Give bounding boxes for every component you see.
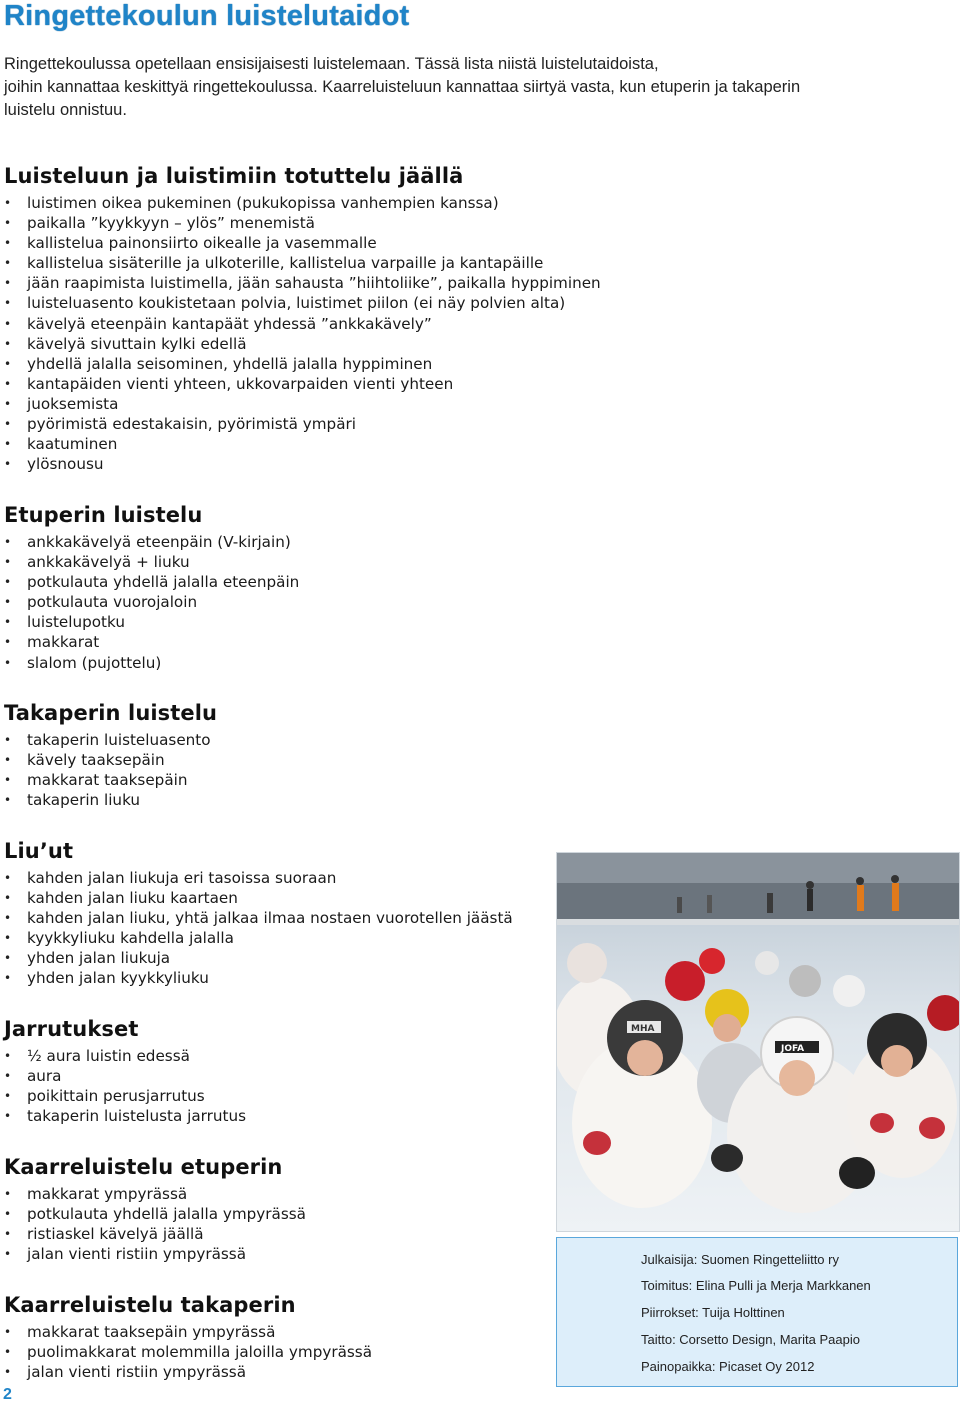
section-heading: Kaarreluistelu etuperin xyxy=(4,1155,283,1179)
skill-list xyxy=(4,532,299,673)
intro-line: Ringettekoulussa opetellaan ensisijaisesti luistelemaan. Tässä lista niistä luistelutaidoista, xyxy=(4,55,659,73)
ice-rink-photo xyxy=(556,852,960,1232)
list-item: • ankkakävelyä + liuku xyxy=(4,552,299,572)
section-etuperin-luistelu xyxy=(4,501,299,673)
list-item: • poikittain perusjarrutus xyxy=(4,1086,246,1106)
list-item: • jalan vienti ristiin ympyrässä xyxy=(4,1244,306,1264)
list-item: • kävelyä eteenpäin kantapäät yhdessä ”ankkakävely” xyxy=(4,314,601,334)
skill-list xyxy=(4,1184,306,1264)
list-item: • yhden jalan kyykkyliuku xyxy=(4,968,513,988)
skill-list xyxy=(4,1322,372,1382)
list-item: • kahden jalan liukuja eri tasoissa suoraan xyxy=(4,868,513,888)
printing-line: Painopaikka: Picaset Oy 2012 xyxy=(641,1359,815,1374)
list-item: • takaperin luistelusta jarrutus xyxy=(4,1106,246,1126)
list-item: • kallistelua sisäterille ja ulkoterille, kallistelua varpaille ja kantapäille xyxy=(4,253,601,273)
list-item: • paikalla ”kyykkyyn – ylös” menemistä xyxy=(4,213,601,233)
intro-line: luistelu onnistuu. xyxy=(4,101,127,119)
list-item: • ylösnousu xyxy=(4,454,601,474)
intro-paragraph xyxy=(4,53,904,122)
section-heading: Kaarreluistelu takaperin xyxy=(4,1293,296,1317)
list-item: • kävelyä sivuttain kylki edellä xyxy=(4,334,601,354)
publisher-line: Julkaisija: Suomen Ringetteliitto ry xyxy=(641,1252,839,1267)
list-item: • aura xyxy=(4,1066,246,1086)
list-item: • jalan vienti ristiin ympyrässä xyxy=(4,1362,372,1382)
list-item: • makkarat taaksepäin xyxy=(4,770,217,790)
list-item: • makkarat taaksepäin ympyrässä xyxy=(4,1322,372,1342)
children-on-ice-illustration xyxy=(557,853,959,1231)
section-heading: Takaperin luistelu xyxy=(4,701,218,725)
illustrations-line: Piirrokset: Tuija Holttinen xyxy=(641,1305,785,1320)
helmet-text-mha: MHA xyxy=(631,1024,655,1034)
list-item: • jään raapimista luistimella, jään sahausta ”hiihtoliike”, paikalla hyppiminen xyxy=(4,273,601,293)
skill-list xyxy=(4,1046,246,1126)
list-item: • ristiaskel kävelyä jäällä xyxy=(4,1224,306,1244)
list-item: • pyörimistä edestakaisin, pyörimistä ympäri xyxy=(4,414,601,434)
list-item: • yhdellä jalalla seisominen, yhdellä jalalla hyppiminen xyxy=(4,354,601,374)
list-item: • luisteluasento koukistetaan polvia, luistimet piilon (ei näy polvien alta) xyxy=(4,293,601,313)
section-heading: Luisteluun ja luistimiin totuttelu jäällä xyxy=(4,164,464,188)
list-item: • kävely taaksepäin xyxy=(4,750,217,770)
page-number: 2 xyxy=(3,1386,12,1403)
editors-line: Toimitus: Elina Pulli ja Merja Markkanen xyxy=(641,1278,871,1293)
list-item: • luistelupotku xyxy=(4,612,299,632)
page-title: Ringettekoulun luistelutaidot xyxy=(4,0,410,32)
list-item: • kahden jalan liuku kaartaen xyxy=(4,888,513,908)
section-kaarreluistelu-takaperin xyxy=(4,1291,372,1382)
list-item: • kallistelua painonsiirto oikealle ja vasemmalle xyxy=(4,233,601,253)
list-item: • potkulauta vuorojaloin xyxy=(4,592,299,612)
section-heading: Etuperin luistelu xyxy=(4,503,203,527)
list-item: • ankkakävelyä eteenpäin (V-kirjain) xyxy=(4,532,299,552)
list-item: • kyykkyliuku kahdella jalalla xyxy=(4,928,513,948)
list-item: • kahden jalan liuku, yhtä jalkaa ilmaa nostaen vuorotellen jäästä xyxy=(4,908,513,928)
list-item: • kantapäiden vienti yhteen, ukkovarpaiden vienti yhteen xyxy=(4,374,601,394)
section-jarrutukset xyxy=(4,1015,246,1126)
section-luisteluun-totuttelu xyxy=(4,162,601,474)
skill-list xyxy=(4,193,601,474)
list-item: • makkarat ympyrässä xyxy=(4,1184,306,1204)
section-liu-ut xyxy=(4,837,513,989)
intro-line: joihin kannattaa keskittyä ringettekoulussa. Kaarreluisteluun kannattaa siirtyä vasta, kun etuperin ja takaperin xyxy=(4,78,801,96)
publication-info-box xyxy=(556,1237,958,1387)
section-kaarreluistelu-etuperin xyxy=(4,1153,306,1264)
list-item: • takaperin liuku xyxy=(4,790,217,810)
layout-line: Taitto: Corsetto Design, Marita Paapio xyxy=(641,1332,860,1347)
skill-list xyxy=(4,868,513,989)
list-item: • luistimen oikea pukeminen (pukukopissa vanhempien kanssa) xyxy=(4,193,601,213)
helmet-text-jofa: JOFA xyxy=(781,1044,805,1054)
list-item: • juoksemista xyxy=(4,394,601,414)
list-item: • puolimakkarat molemmilla jaloilla ympyrässä xyxy=(4,1342,372,1362)
section-heading: Liu’ut xyxy=(4,839,74,863)
list-item: • yhden jalan liukuja xyxy=(4,948,513,968)
list-item: • slalom (pujottelu) xyxy=(4,653,299,673)
list-item: • takaperin luisteluasento xyxy=(4,730,217,750)
list-item: • ½ aura luistin edessä xyxy=(4,1046,246,1066)
section-heading: Jarrutukset xyxy=(4,1017,139,1041)
list-item: • makkarat xyxy=(4,632,299,652)
list-item: • potkulauta yhdellä jalalla ympyrässä xyxy=(4,1204,306,1224)
list-item: • kaatuminen xyxy=(4,434,601,454)
skill-list xyxy=(4,730,217,810)
list-item: • potkulauta yhdellä jalalla eteenpäin xyxy=(4,572,299,592)
section-takaperin-luistelu xyxy=(4,699,217,810)
